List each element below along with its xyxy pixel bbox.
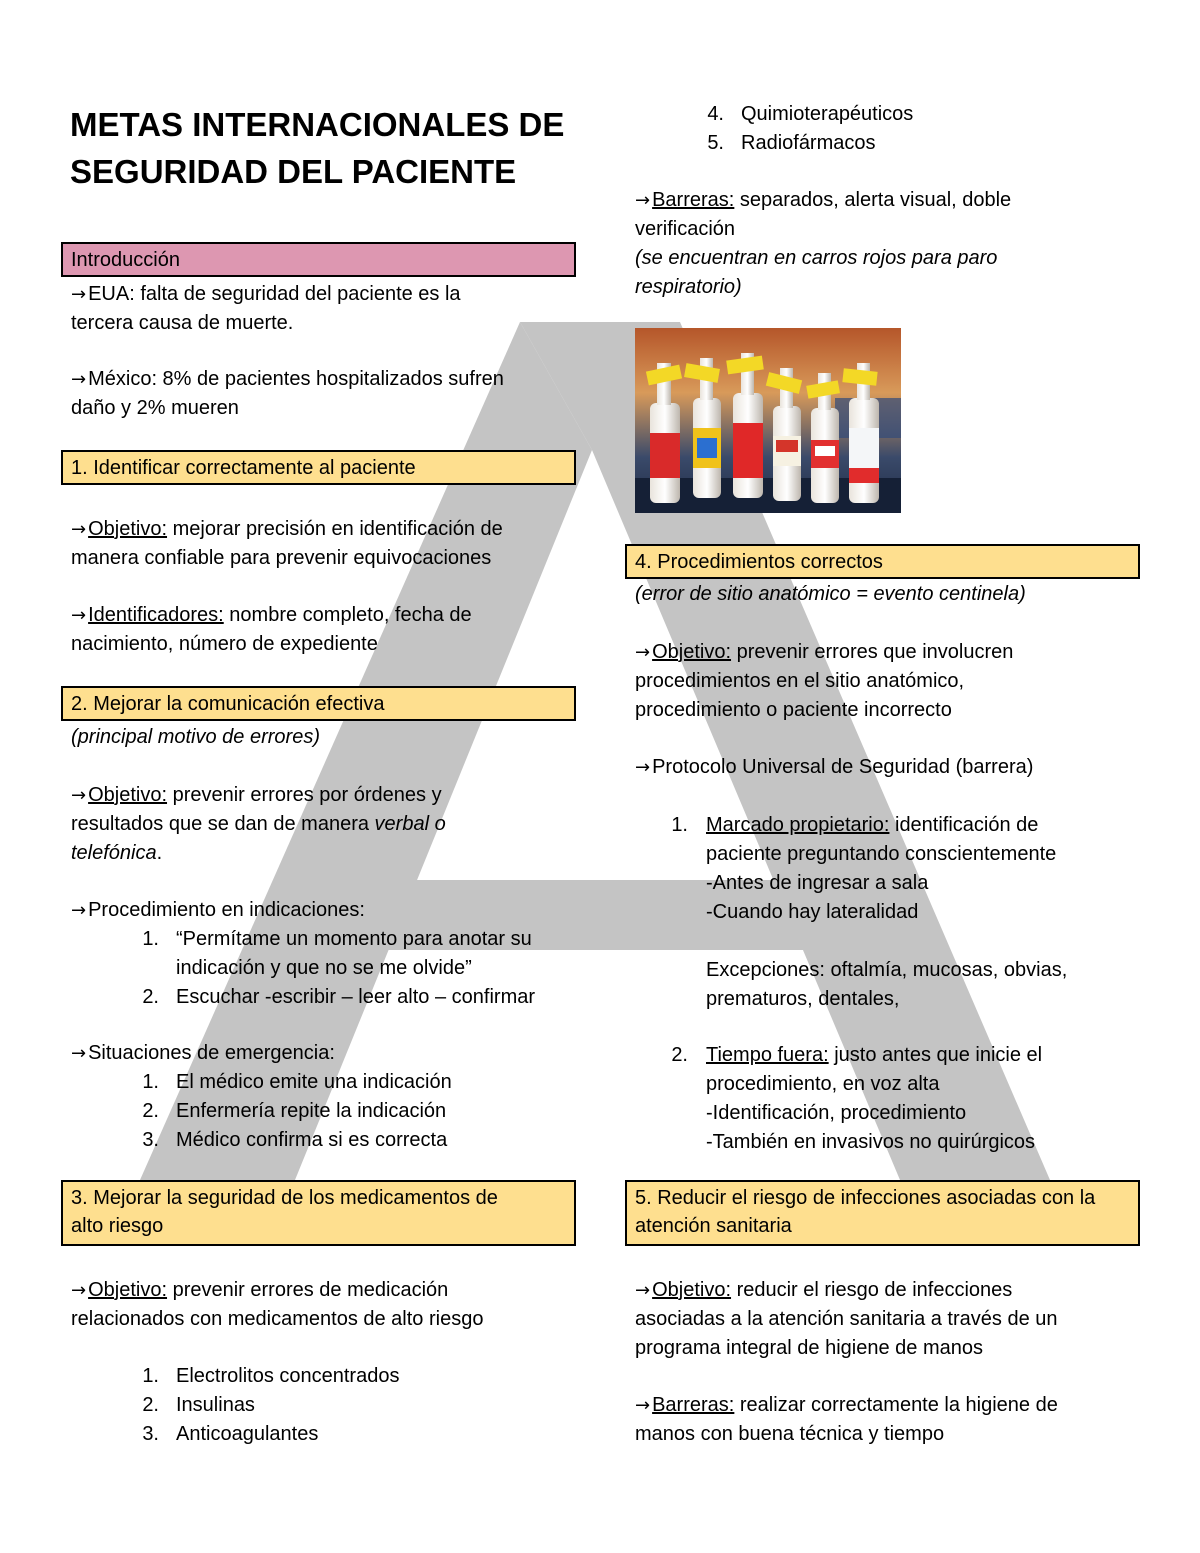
arrow-icon: → xyxy=(71,785,87,806)
s1-objective: → Objetivo: mejorar precisión en identificación de manera confiable para prevenir equivocaciones xyxy=(71,518,503,569)
list-item: 2. Enfermería repite la indicación xyxy=(142,1100,447,1122)
intro-eua: → EUA: falta de seguridad del paciente es la tercera causa de muerte. xyxy=(71,283,461,334)
arrow-icon: → xyxy=(635,1395,651,1416)
s2-objective: → Objetivo: prevenir errores por órdenes y resultados que se dan de manera verbal o telefónica. xyxy=(71,784,446,864)
intro-mexico: → México: 8% de pacientes hospitalizados sufren daño y 2% mueren xyxy=(71,368,504,419)
arrow-icon: → xyxy=(71,900,87,921)
list-item: 3. Médico confirma si es correcta xyxy=(142,1129,448,1151)
s3-objective: → Objetivo: prevenir errores de medicación relacionados con medicamentos de alto riesgo xyxy=(71,1279,484,1330)
s2-procedure-title: → Procedimiento en indicaciones: xyxy=(71,899,365,921)
list-item: 3. Anticoagulantes xyxy=(142,1423,319,1445)
arrow-icon: → xyxy=(635,1280,651,1301)
s2-note: (principal motivo de errores) xyxy=(71,726,320,748)
list-item: 1. El médico emite una indicación xyxy=(142,1071,452,1093)
list-item: 4. Quimioterapéuticos xyxy=(707,103,914,125)
section-header-4: 4. Procedimientos correctos xyxy=(625,544,1140,579)
s5-barriers: → Barreras: realizar correctamente la higiene de manos con buena técnica y tiempo xyxy=(635,1394,1058,1445)
list-item: 2. Escuchar -escribir – leer alto – confirmar xyxy=(142,986,536,1008)
list-item: 2. Tiempo fuera: justo antes que inicie el procedimiento, en voz alta -Identificación, procedimiento -También en invasivos no quirúrgicos xyxy=(671,1044,1043,1153)
arrow-icon: → xyxy=(71,605,87,626)
list-item: 2. Insulinas xyxy=(142,1394,255,1416)
list-item: 1. Electrolitos concentrados xyxy=(142,1365,400,1387)
s3-barriers: → Barreras: separados, alerta visual, doble verificación (se encuentran en carros rojos para paro respiratorio) xyxy=(635,189,1012,298)
section-header-1: 1. Identificar correctamente al paciente xyxy=(61,450,576,485)
section-header-intro: Introducción xyxy=(61,242,576,277)
list-item: 1. “Permítame un momento para anotar su indicación y que no se me olvide” xyxy=(142,928,532,979)
section-header-3: 3. Mejorar la seguridad de los medicamentos de alto riesgo xyxy=(61,1180,576,1246)
arrow-icon: → xyxy=(71,519,87,540)
s4-protocol: → Protocolo Universal de Seguridad (barrera) xyxy=(635,756,1034,778)
arrow-icon: → xyxy=(71,1043,87,1064)
arrow-icon: → xyxy=(635,757,651,778)
arrow-icon: → xyxy=(71,369,87,390)
s2-emergency-title: → Situaciones de emergencia: xyxy=(71,1042,335,1064)
s5-objective: → Objetivo: reducir el riesgo de infecciones asociadas a la atención sanitaria a través de un programa integral de higiene de manos xyxy=(635,1279,1058,1359)
arrow-icon: → xyxy=(635,190,651,211)
section-header-5: 5. Reducir el riesgo de infecciones asociadas con la atención sanitaria xyxy=(625,1180,1140,1246)
s4-note: (error de sitio anatómico = evento centinela) xyxy=(635,583,1026,605)
arrow-icon: → xyxy=(71,1280,87,1301)
list-item: 1. Marcado propietario: identificación de paciente preguntando conscientemente -Antes de ingresar a sala -Cuando hay lateralidad Excepciones: oftalmía, mucosas, obvias, prematuros, dentales, xyxy=(671,814,1068,1010)
ampoules-photo xyxy=(635,328,901,513)
s4-objective: → Objetivo: prevenir errores que involucren procedimientos en el sitio anatómico, procedimiento o paciente incorrecto xyxy=(635,641,1014,721)
list-item: 5. Radiofármacos xyxy=(707,132,876,154)
page-title: METAS INTERNACIONALES DE SEGURIDAD DEL PACIENTE xyxy=(70,106,565,190)
section-header-2: 2. Mejorar la comunicación efectiva xyxy=(61,686,576,721)
s1-identifiers: → Identificadores: nombre completo, fecha de nacimiento, número de expediente xyxy=(71,604,472,655)
arrow-icon: → xyxy=(635,642,651,663)
arrow-icon: → xyxy=(71,284,87,305)
